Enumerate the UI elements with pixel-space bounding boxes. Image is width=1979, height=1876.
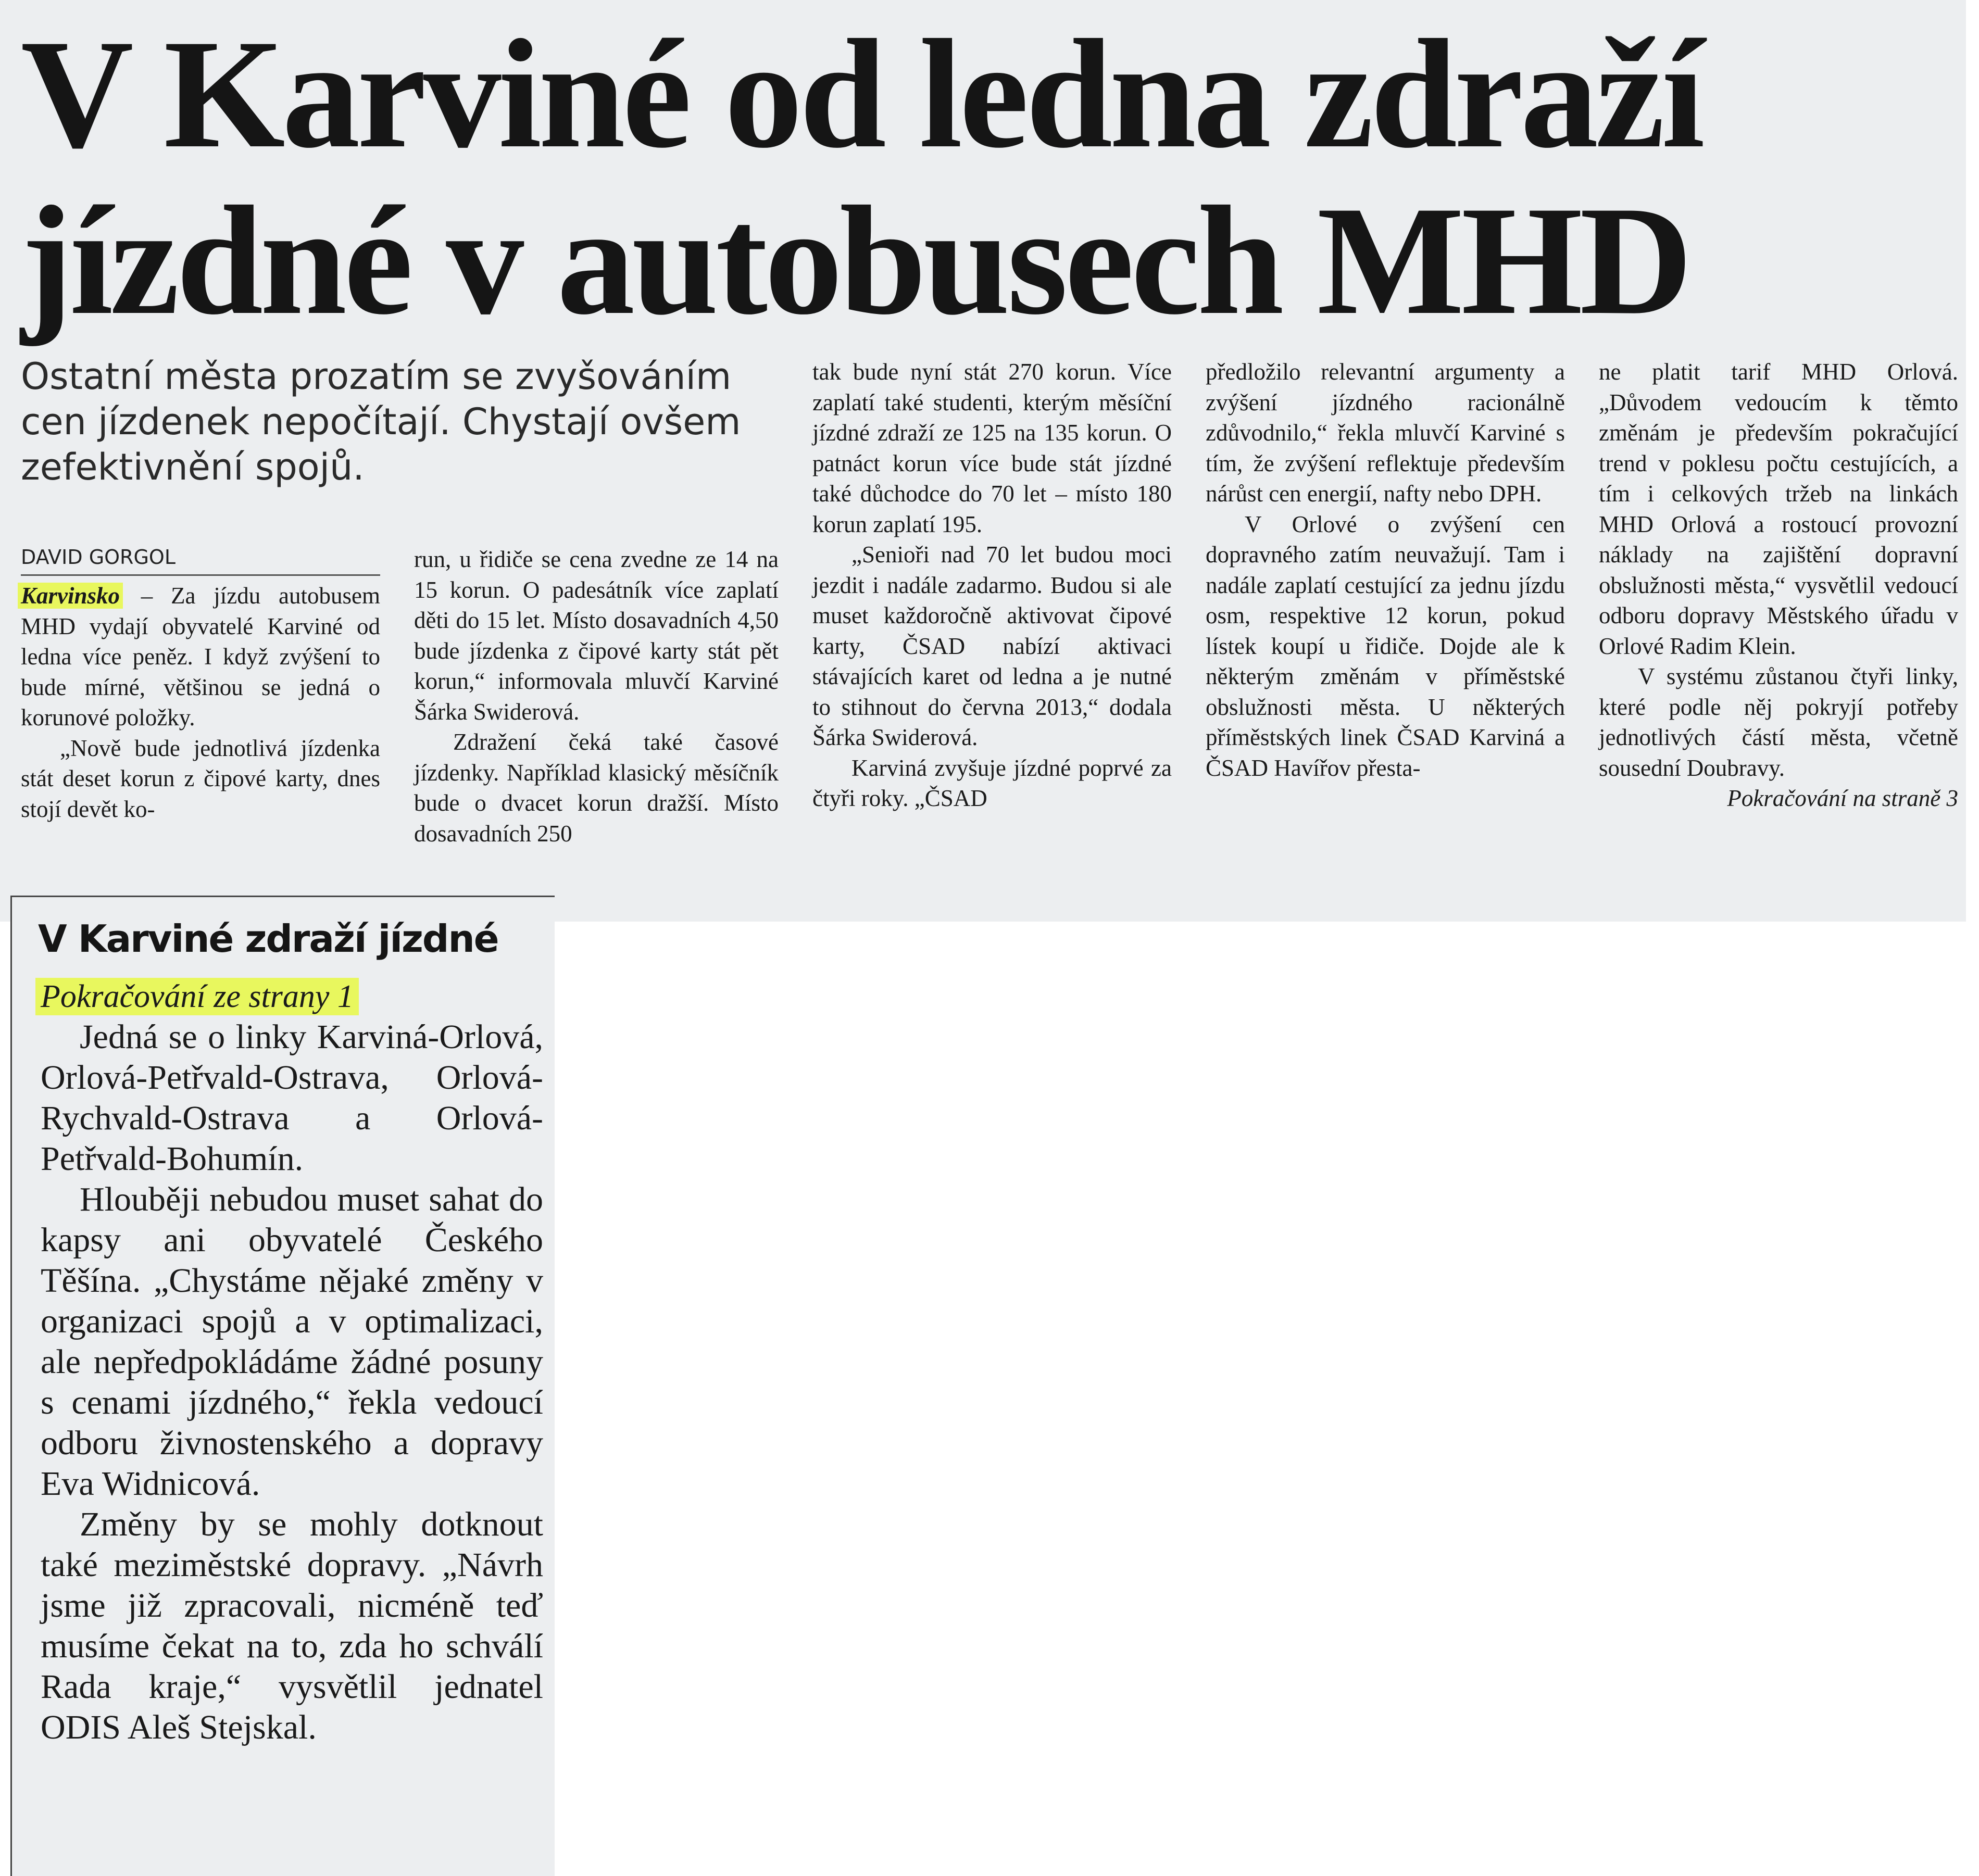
continuation-kicker: Pokračování ze strany 1: [35, 978, 359, 1015]
column-5: [1599, 357, 1958, 814]
article-clipping: [0, 0, 1966, 922]
lead-paragraph: Ostatní města prozatím se zvyšováním cen jízdenek nepočítají. Chystají ovšem zefektivnění spojů.: [21, 355, 741, 488]
headline: V Karviné od ledna zdraží jízdné v autobusech MHD: [21, 7, 1702, 347]
col3-paragraph-2: „Senioři nad 70 let budou moci jezdit i nadále zadarmo. Budou si ale muset každoročně aktivovat čipové karty, ČSAD nabízí aktivaci stávajících karet od ledna a je nutné to stihnout do června 2013,“ dodala Šárka Swiderová.: [812, 542, 1172, 750]
continuation-title: V Karviné zdraží jízdné: [38, 917, 498, 961]
column-3: [812, 357, 1172, 814]
column-4: [1206, 357, 1565, 783]
col5-paragraph-1: ne platit tarif MHD Orlová. „Důvodem vedoucím k těmto změnám je především pokračující trend v poklesu počtu cestujících, a tím i celkových tržeb na linkách MHD Orlová a rostoucí provozní náklady na zajištění dopravní obslužnosti města,“ vysvětlil vedoucí odboru dopravy Městského úřadu v Orlové Radim Klein.: [1599, 359, 1958, 659]
continuation-paragraph-3: Změny by se mohly dotknout také meziměstské dopravy. „Návrh jsme již zpracovali, nicméně teď musíme čekat na to, zda ho schválí Rada kraje,“ vysvětlil jednatel ODIS Aleš Stejskal.: [41, 1505, 543, 1746]
author-byline: DAVID GORGOL: [21, 544, 380, 576]
column-1: [21, 581, 380, 824]
continuation-paragraph-1: Jedná se o linky Karviná-Orlová, Orlová-Petřvald-Ostrava, Orlová-Rychvald-Ostrava a Orlová-Petřvald-Bohumín.: [41, 1018, 543, 1178]
col4-paragraph-2: V Orlové o zvýšení cen dopravného zatím neuvažují. Tam i nadále zaplatí cestující za jednu jízdu osm, respektive 12 korun, pokud lístek koupí u řidiče. Dojde ale k některým změnám v příměstské obslužnosti města. U některých příměstských linek ČSAD Karviná a ČSAD Havířov přesta-: [1206, 511, 1565, 781]
column-2: [414, 544, 779, 849]
col3-paragraph-1: tak bude nyní stát 270 korun. Více zaplatí také studenti, kterým měsíční jízdné zdraží ze 125 na 135 korun. O patnáct korun více bude stát jízdné také důchodce do 70 let – místo 180 korun zaplatí 195.: [812, 359, 1172, 537]
continuation-body: [41, 1017, 543, 1748]
col1-first-text: – Za jízdu autobusem MHD vydají obyvatelé Karviné od ledna více peněz. I když zvýšení to bude mírné, většinou se jedná o korunové položky.: [21, 583, 380, 731]
col4-paragraph-1: předložilo relevantní argumenty a zvýšení jízdného racionálně zdůvodnilo,“ řekla mluvčí Karviné s tím, že zvýšení reflektuje především nárůst cen energií, nafty nebo DPH.: [1206, 359, 1565, 507]
col1-paragraph-2: „Nově bude jednotlivá jízdenka stát deset korun z čipové karty, dnes stojí devět ko-: [21, 735, 380, 822]
continued-note: Pokračování na straně 3: [1727, 785, 1958, 811]
location-kicker: Karvinsko: [18, 583, 123, 609]
continuation-paragraph-2: Hlouběji nebudou muset sahat do kapsy ani obyvatelé Českého Těšína. „Chystáme nějaké změny v organizaci spojů a v optimalizaci, ale nepředpokládáme žádné posuny s cenami jízdného,“ řekla vedoucí odboru živnostenského a dopravy Eva Widnicová.: [41, 1180, 543, 1503]
col1-paragraph-1: [21, 581, 380, 733]
col5-paragraph-2: V systému zůstanou čtyři linky, které podle něj pokryjí potřeby jednotlivých částí města, včetně sousední Doubravy.: [1599, 663, 1958, 781]
col2-paragraph-1: run, u řidiče se cena zvedne ze 14 na 15 korun. O padesátník více zaplatí děti do 15 let. Místo dosavadních 4,50 bude jízdenka z čipové karty stát pět korun,“ informovala mluvčí Karviné Šárka Swiderová.: [414, 546, 779, 725]
col3-paragraph-3: Karviná zvyšuje jízdné poprvé za čtyři roky. „ČSAD: [812, 754, 1172, 811]
col2-paragraph-2: Zdražení čeká také časové jízdenky. Například klasický měsíčník bude o dvacet korun dražší. Místo dosavadních 250: [414, 729, 779, 847]
continuation-box: [10, 896, 555, 1876]
